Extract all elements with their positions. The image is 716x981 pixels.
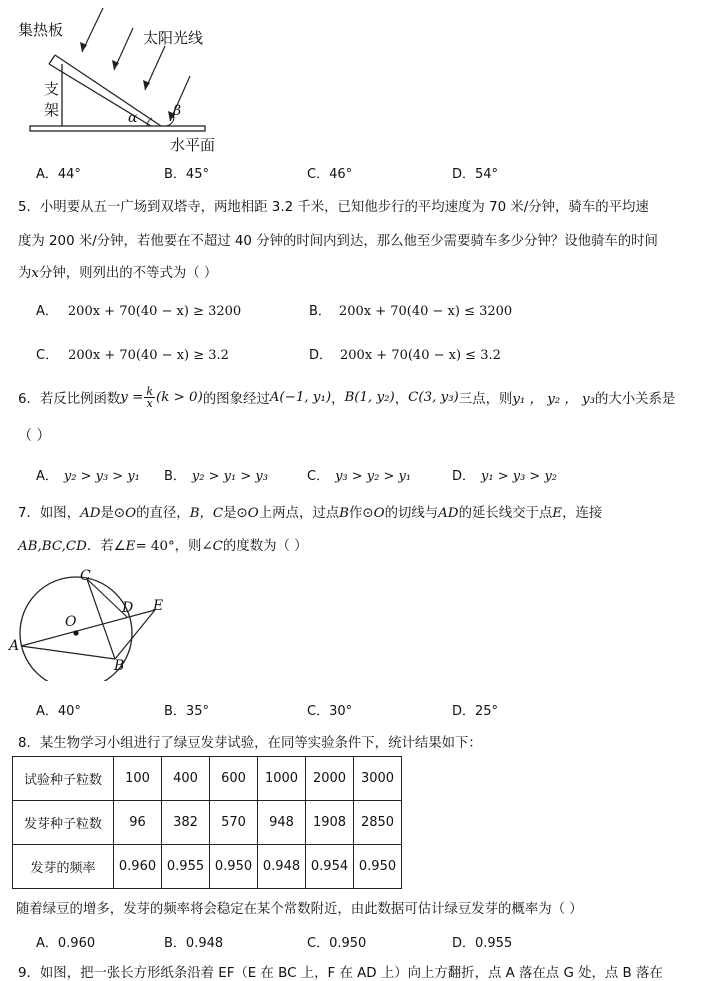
fig-label-e: E <box>153 598 164 614</box>
q5-line-3-pre: 为 <box>18 266 32 281</box>
q6-post: 三点，则 <box>458 391 513 407</box>
fig-label-o: O <box>65 614 77 630</box>
row-header: 发芽的频率 <box>13 845 114 889</box>
q6-point-a: A(−1, y₁) <box>269 389 332 405</box>
q4-choice-b[interactable]: B．45° <box>164 167 209 182</box>
q7-choice-b[interactable]: B．35° <box>164 704 209 719</box>
q6-pre: 6．若反比例函数 <box>18 391 121 407</box>
table-cell: 1000 <box>258 757 306 801</box>
q4-choice-d[interactable]: D．54° <box>452 167 499 182</box>
segment-bc <box>87 579 115 659</box>
q5-var-x: x <box>31 266 39 281</box>
q5-line-2: 度为 200 米/分钟，若他要在不超过 40 分钟的时间内到达，那么他至少需要骑车多少分钟？设他骑车的时间 <box>18 234 658 249</box>
table-cell: 400 <box>162 757 210 801</box>
line-ae <box>21 610 155 646</box>
q6-choice-b-expr: y₂ > y₁ > y₃ <box>191 469 268 484</box>
q6-choice-d[interactable] <box>452 465 557 484</box>
q7-text-h: 的延长线交于点 <box>458 506 553 521</box>
q7-text-j: ．若∠ <box>86 539 126 554</box>
q7-text-g: 的切线与 <box>384 506 439 521</box>
fig-label-a: A <box>9 638 20 654</box>
q7-text-b: 是⊙ <box>100 506 126 521</box>
q6-choice-a-expr: y₂ > y₃ > y₁ <box>63 469 140 484</box>
table-cell: 600 <box>210 757 258 801</box>
q6-mid: 的图象经过 <box>202 391 270 407</box>
q7-b: B <box>339 506 349 521</box>
q5-choice-b[interactable] <box>309 300 512 319</box>
q5-choice-c-expr: 200x + 70(40 − x) ≥ 3.2 <box>68 348 229 363</box>
q5-choice-d[interactable] <box>309 344 501 363</box>
segment-cd <box>87 579 127 617</box>
germination-table <box>12 756 402 889</box>
q6-choice-c-letter: C． <box>307 469 330 484</box>
q6-y-eq: y = <box>120 389 144 405</box>
q5-choice-b-expr: 200x + 70(40 − x) ≤ 3200 <box>338 304 513 319</box>
q7-ad: AD <box>80 506 101 521</box>
q5-choice-d-expr: 200x + 70(40 − x) ≤ 3.2 <box>340 348 501 363</box>
table-cell: 2850 <box>354 801 402 845</box>
q7-text-f: 作⊙ <box>348 506 374 521</box>
q7-line-1 <box>18 502 602 521</box>
q7-ad-2: AD <box>438 506 459 521</box>
q4-choice-c[interactable]: C．46° <box>307 167 353 182</box>
table-cell: 0.955 <box>162 845 210 889</box>
q6-sep-1: ， <box>331 391 345 407</box>
q6-condition: (k > 0) <box>155 389 203 405</box>
q9-line-1: 9．如图，把一张长方形纸条沿着 EF（E 在 BC 上，F 在 AD 上）向上方翻折，点 A 落在点 G 处，点 B 落在 <box>18 966 663 981</box>
q7-text-i: ，连接 <box>562 506 603 521</box>
table-row <box>13 757 402 801</box>
q4-choice-a[interactable]: A．44° <box>36 167 81 182</box>
table-cell: 948 <box>258 801 306 845</box>
q7-angle-e: E <box>125 539 136 554</box>
q7-line-2 <box>18 535 308 554</box>
q6-choice-b[interactable] <box>164 465 268 484</box>
q7-text-k: = 40°，则∠ <box>135 539 213 554</box>
panel-end <box>49 55 55 64</box>
q8-choice-a[interactable]: A．0.960 <box>36 936 96 951</box>
q7-e: E <box>552 506 563 521</box>
ground-bar <box>30 126 205 131</box>
circle-figure <box>10 566 180 681</box>
q7-o-2: O <box>247 506 259 521</box>
table-cell: 1908 <box>306 801 354 845</box>
table-cell: 0.950 <box>354 845 402 889</box>
q6-line-1 <box>18 380 675 414</box>
q7-choice-d[interactable]: D．25° <box>452 704 499 719</box>
row-header: 发芽种子粒数 <box>13 801 114 845</box>
q7-text-d: 是⊙ <box>223 506 248 521</box>
q7-o: O <box>125 506 137 521</box>
q6-choice-a[interactable] <box>36 465 140 484</box>
panel-label: 集热板 <box>18 21 64 39</box>
table-row <box>13 845 402 889</box>
q8-choice-c[interactable]: C．0.950 <box>307 936 367 951</box>
q6-frac-num: k <box>146 384 153 398</box>
q7-o-3: O <box>373 506 385 521</box>
table-cell: 2000 <box>306 757 354 801</box>
q6-choice-c[interactable] <box>307 465 411 484</box>
q6-choice-c-expr: y₃ > y₂ > y₁ <box>335 469 412 484</box>
q5-choice-a[interactable] <box>36 300 241 319</box>
panel-edge-top <box>55 55 161 126</box>
center-point <box>73 630 78 635</box>
fig-label-d: D <box>122 600 134 616</box>
q7-choice-a[interactable]: A．40° <box>36 704 81 719</box>
q7-segments: AB,BC,CD <box>18 539 87 554</box>
q7-text-c: 的直径， <box>136 506 190 521</box>
q5-choice-a-expr: 200x + 70(40 − x) ≥ 3200 <box>67 304 242 319</box>
fig-label-c: C <box>80 568 91 584</box>
q5-line-1: 5．小明要从五一广场到双塔寺，两地相距 3.2 千米，已知他步行的平均速度为 70 米/分钟，骑车的平均速 <box>18 200 649 215</box>
q7-angle-c: C <box>212 539 223 554</box>
q5-choice-b-letter: B． <box>309 304 331 319</box>
q5-choice-a-letter: A． <box>36 304 58 319</box>
table-cell: 0.960 <box>114 845 162 889</box>
q6-choice-a-letter: A． <box>36 469 58 484</box>
table-cell: 382 <box>162 801 210 845</box>
segment-ab <box>21 646 115 659</box>
q6-choice-d-expr: y₁ > y₃ > y₂ <box>481 469 557 484</box>
q7-text-l: 的度数为（ ） <box>222 539 308 554</box>
sun-ray-label: 太阳光线 <box>143 29 204 47</box>
q8-choice-d[interactable]: D．0.955 <box>452 936 513 951</box>
ground-label: 水平面 <box>170 136 216 154</box>
q6-fraction <box>144 386 155 409</box>
alpha-label: α <box>128 110 138 126</box>
q6-sep-2: ， <box>394 391 409 407</box>
q5-choice-c-letter: C． <box>36 348 59 363</box>
table-cell: 0.950 <box>210 845 258 889</box>
q6-point-b: B(1, y₂) <box>344 389 395 405</box>
table-cell: 570 <box>210 801 258 845</box>
table-row <box>13 801 402 845</box>
q5-line-3 <box>18 262 217 281</box>
row-header: 试验种子粒数 <box>13 757 114 801</box>
fig-label-b: B <box>114 658 125 674</box>
q6-line-2: （ ） <box>18 428 51 444</box>
table-cell: 100 <box>114 757 162 801</box>
support-label-2: 架 <box>44 101 60 119</box>
q6-frac-den: x <box>146 396 153 410</box>
q7-text-a: 7．如图， <box>18 506 81 521</box>
q6-choice-b-letter: B． <box>164 469 186 484</box>
q7-bc: B，C <box>189 506 224 521</box>
q8-after: 随着绿豆的增多，发芽的频率将会稳定在某个常数附近，由此数据可估计绿豆发芽的概率为（ ） <box>16 902 583 917</box>
support-label-1: 支 <box>44 80 60 98</box>
table-cell: 96 <box>114 801 162 845</box>
q5-choice-c[interactable] <box>36 344 229 363</box>
q5-choice-d-letter: D． <box>309 348 333 363</box>
q6-point-c: C(3, y₃) <box>408 389 459 405</box>
q7-choice-c[interactable]: C．30° <box>307 704 353 719</box>
tangent-be <box>115 610 155 659</box>
q7-text-e: 上两点，过点 <box>258 506 340 521</box>
q8-choice-b[interactable]: B．0.948 <box>164 936 224 951</box>
q6-vars: y₁ ， y₂ ， y₃ <box>512 391 595 407</box>
q5-line-3-post: 分钟，则列出的不等式为（ ） <box>38 266 218 281</box>
q6-tail: 的大小关系是 <box>594 391 676 407</box>
q6-choice-d-letter: D． <box>452 469 476 484</box>
beta-label: β <box>173 103 182 119</box>
table-cell: 0.948 <box>258 845 306 889</box>
table-cell: 0.954 <box>306 845 354 889</box>
q8-intro: 8．某生物学习小组进行了绿豆发芽试验，在同等实验条件下，统计结果如下： <box>18 736 482 751</box>
table-cell: 3000 <box>354 757 402 801</box>
